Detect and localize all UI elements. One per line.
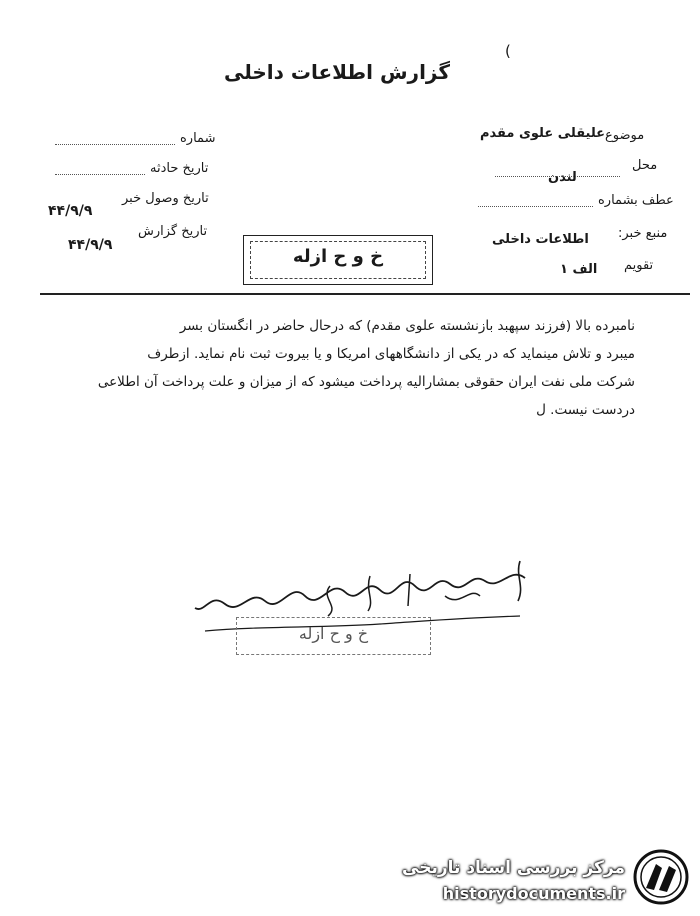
subject-value: علیقلی علوی مقدم [480, 126, 606, 141]
news-received-value: ۴۴/۹/۹ [48, 203, 93, 219]
document-title: گزارش اطلاعات داخلی [223, 60, 450, 84]
reference-label: عطف بشماره [598, 193, 674, 208]
signature-stamp-text: خ و ح ازله [298, 624, 369, 643]
number-label: شماره [180, 131, 216, 146]
source-value: اطلاعات داخلی [492, 232, 589, 247]
report-body [55, 312, 635, 424]
place-dots [495, 176, 620, 177]
watermark-url[interactable]: historydocuments.ir [442, 884, 625, 903]
watermark-title: مرکز بررسی اسناد تاریخی [402, 858, 625, 878]
corner-mark: ( [505, 42, 511, 60]
news-received-label: تاریخ وصول خبر [122, 191, 209, 206]
body-line: نامبرده بالا (فرزند سپهبد بازنشسته علوی مقدم) که درحال حاضر در انگستان بسر [179, 318, 635, 334]
report-date-value: ۴۴/۹/۹ [68, 237, 113, 253]
archive-logo-icon [632, 848, 690, 906]
classification-stamp-text: خ و ح ازله [292, 246, 384, 267]
header-divider [40, 293, 690, 295]
number-dots [55, 144, 175, 145]
body-line: دردست نیست. ل [536, 402, 635, 418]
place-value: لندن [548, 170, 577, 185]
incident-date-dots [55, 174, 145, 175]
incident-date-label: تاریخ حادثه [150, 161, 209, 176]
body-line: شرکت ملی نفت ایران حقوقی بمشارالیه پرداخت میشود که از میزان و علت پرداخت آن اطلاعی [97, 374, 635, 390]
signature-stamp [236, 617, 431, 655]
evaluation-label: تقویم [624, 258, 654, 273]
place-label: محل [632, 158, 658, 173]
body-line: میبرد و تلاش مینماید که در یکی از دانشگاههای امریکا و یا بیروت ثبت نام نماید. ازطرف [147, 346, 635, 362]
classification-stamp [243, 235, 433, 285]
reference-dots [478, 206, 593, 207]
report-date-label: تاریخ گزارش [138, 224, 208, 239]
subject-label: موضوع [605, 128, 645, 143]
evaluation-value: الف ۱ [560, 262, 598, 277]
source-label: منبع خبر: [618, 226, 668, 241]
